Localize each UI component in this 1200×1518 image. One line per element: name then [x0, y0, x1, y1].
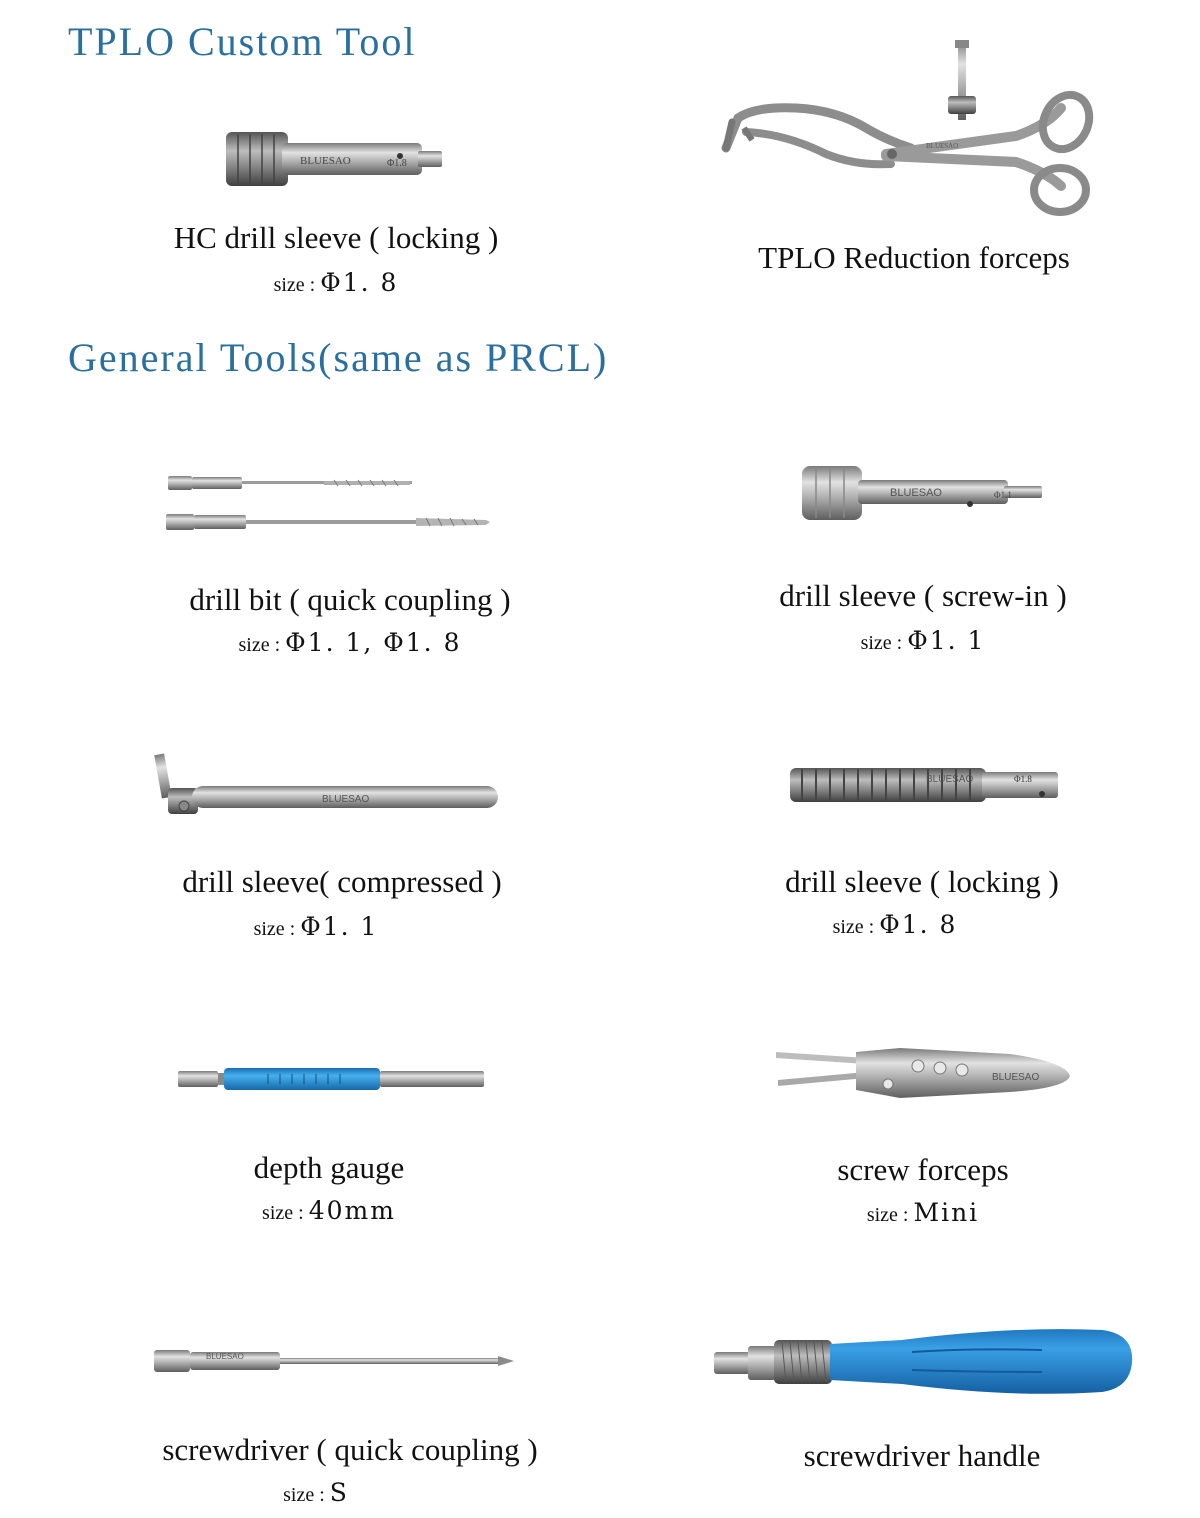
screw-in-sleeve-marking: Φ1.1 [994, 490, 1012, 500]
depth-gauge-label: depth gauge [253, 1150, 405, 1185]
drill-bit-image [164, 470, 494, 536]
drill-sleeve-screw-in-label: drill sleeve ( screw-in ) [779, 578, 1067, 613]
hc-sleeve-brand-engraving: BLUESAO [300, 155, 351, 167]
drill-sleeve-locking-size: size : Φ1. 8 [832, 910, 958, 939]
screw-forceps-brand-engraving: BLUESAO [992, 1072, 1040, 1083]
hc-drill-sleeve-label: HC drill sleeve ( locking ) [173, 220, 499, 255]
depth-gauge-size: size : 40mm [262, 1196, 396, 1225]
screwdriver-handle-label: screwdriver handle [803, 1438, 1041, 1473]
drill-sleeve-compressed-size: size : Φ1. 1 [253, 912, 379, 941]
reduction-forceps-image [716, 36, 1096, 226]
section-title-general: General Tools(same as PRCL) [68, 335, 609, 380]
screwdriver-brand-engraving: BLUESAO [206, 1352, 244, 1361]
screwdriver-label: screwdriver ( quick coupling ) [162, 1432, 538, 1467]
reduction-forceps-label: TPLO Reduction forceps [758, 240, 1070, 275]
drill-sleeve-screw-in-size: size : Φ1. 1 [860, 626, 986, 655]
drill-sleeve-screw-in-image [798, 462, 1048, 524]
drill-sleeve-locking-label: drill sleeve ( locking ) [785, 864, 1059, 899]
locking-sleeve-brand-engraving: BLUESAO [926, 774, 974, 785]
screwdriver-size: size : S [283, 1478, 349, 1507]
screw-forceps-image [770, 1032, 1080, 1108]
screw-forceps-label: screw forceps [837, 1152, 1009, 1187]
hc-drill-sleeve-size: size : Φ1. 8 [273, 268, 399, 297]
drill-bit-size: size : Φ1. 1, Φ1. 8 [238, 628, 462, 657]
drill-sleeve-locking-image [786, 764, 1064, 806]
depth-gauge-image [176, 1064, 488, 1094]
compressed-sleeve-brand-engraving: BLUESAO [322, 794, 370, 805]
drill-bit-label: drill bit ( quick coupling ) [189, 582, 511, 617]
section-title-custom: TPLO Custom Tool [68, 19, 417, 64]
drill-sleeve-compressed-image [152, 748, 502, 822]
screw-in-sleeve-brand-engraving: BLUESAO [890, 487, 942, 499]
screw-forceps-size: size : Mini [866, 1198, 980, 1227]
hc-drill-sleeve-image [222, 128, 448, 190]
screwdriver-image [152, 1346, 516, 1376]
screwdriver-handle-image [712, 1322, 1136, 1400]
forceps-brand-engraving: BLUESAO [926, 142, 959, 150]
hc-sleeve-marking: Φ1.8 [387, 158, 407, 169]
drill-sleeve-compressed-label: drill sleeve( compressed ) [182, 864, 502, 899]
locking-sleeve-marking: Φ1.8 [1014, 774, 1032, 784]
